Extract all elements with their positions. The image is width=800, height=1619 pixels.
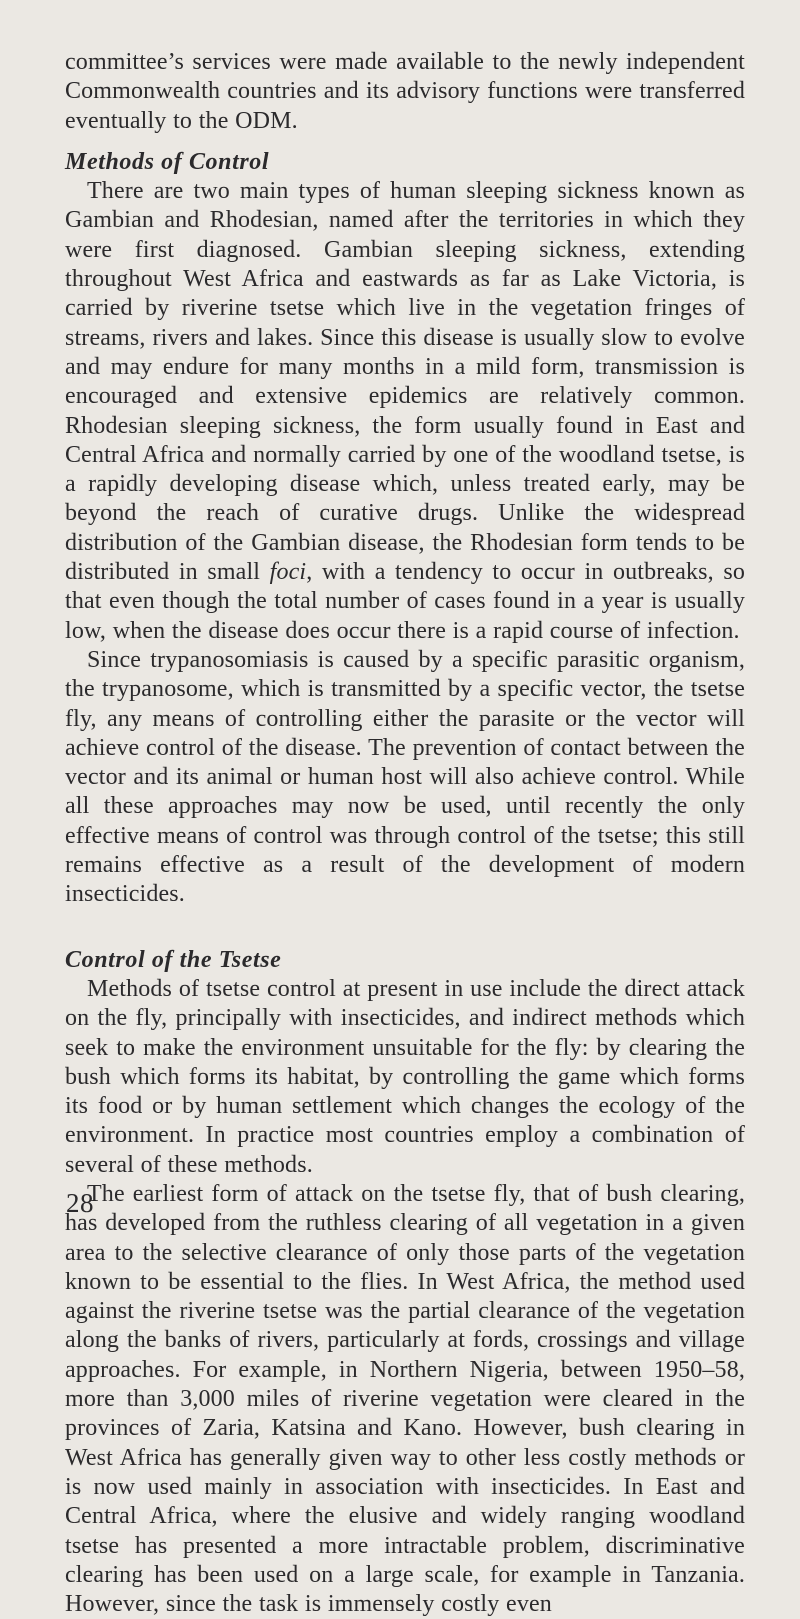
section-heading-control-of-the-tsetse: Control of the Tsetse <box>65 946 282 973</box>
intro-paragraph: committee’s services were made available to the newly independent Commonwealth countries and its advisory functions were transferred eventually to the ODM. <box>65 49 745 134</box>
paragraph-bush-clearing: The earliest form of attack on the tsetse fly, that of bush clearing, has developed from the ruthless clearing of all vegetation in a given area to the selective clearance of only those parts of the vegetation known to be essential to the flies. In West Africa, the method used against the riverine tsetse was the partial clearance of the vegetation along the banks of rivers, particularly at fords, crossings and village approaches. For example, in Northern Nigeria, between 1950–58, more than 3,000 miles of riverine vegetation were cleared in the provinces of Zaria, Katsina and Kano. However, bush clearing in West Africa has generally given way to other less costly methods or is now used mainly in association with insecticides. In East and Central Africa, where the elusive and widely ranging woodland tsetse has presented a more intractable problem, discriminative clearing has been used on a large scale, for example in Tanzania. However, since the task is immensely costly even <box>65 1180 745 1618</box>
italic-term: foci <box>269 559 307 586</box>
document-page <box>65 48 745 1619</box>
paragraph-tsetse-control-methods: Methods of tsetse control at present in use include the direct attack on the fly, principally with insecticides, and indirect methods which seek to make the environment unsuitable for the fly: by clearing the bush which forms its habitat, by controlling the game which forms its food or by human settlement which changes the ecology of the environment. In practice most countries employ a combination of several of these methods. <box>65 975 745 1178</box>
paragraph-trypanosomiasis-control: Since trypanosomiasis is caused by a specific parasitic organism, the trypanosome, which is transmitted by a specific vector, the tsetse fly, any means of controlling either the parasite or the vector will achieve control of the disease. The prevention of contact between the vector and its animal or human host will also achieve control. While all these approaches may now be used, until recently the only effective means of control was through control of the tsetse; this still remains effective as a result of the development of modern insecticides. <box>65 646 745 908</box>
section-heading-methods-of-control: Methods of Control <box>65 148 270 175</box>
paragraph-text: , with a tendency to occur in outbreaks, so that even though the total number of cases found in a year is usually low, when the disease does occur there is a rapid course of infection. <box>65 559 745 644</box>
paragraph-sleeping-sickness-types <box>65 177 745 646</box>
paragraph-text: There are two main types of human sleeping sickness known as Gambian and Rhodesian, named after the territories in which they were first diagnosed. Gambian sleeping sickness, extending throughout West Africa and eastwards as far as Lake Victoria, is carried by riverine tsetse which live in the vegetation fringes of streams, rivers and lakes. Since this disease is usually slow to evolve and may endure for many months in a mild form, transmission is encouraged and extensive epidemics are relatively common. Rhodesian sleeping sickness, the form usually found in East and Central Africa and normally carried by one of the woodland tsetse, is a rapidly developing disease which, unless treated early, may be beyond the reach of curative drugs. Unlike the widespread distribution of the Gambian disease, the Rhodesian form tends to be distributed in small <box>65 178 745 586</box>
page-number: 28 <box>66 1188 94 1218</box>
